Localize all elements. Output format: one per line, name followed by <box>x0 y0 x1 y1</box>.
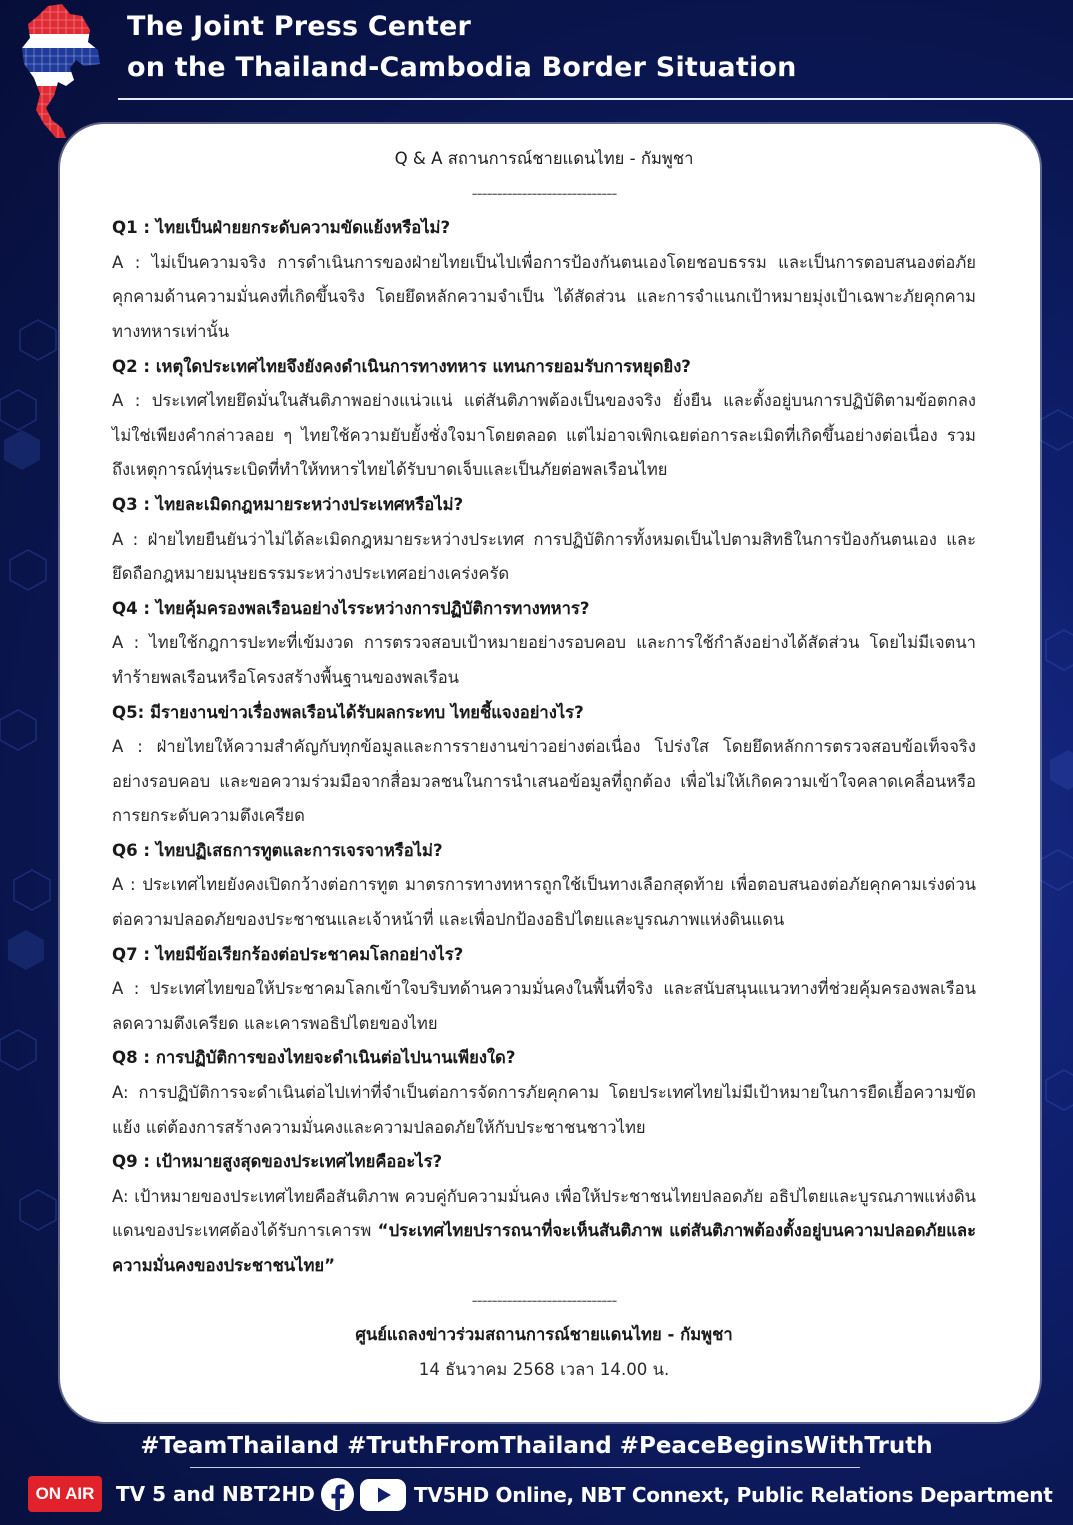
question-7: Q7 : ไทยมีข้อเรียกร้องต่อประชาคมโลกอย่างไร? <box>112 944 464 964</box>
answer-9-text: A: เป้าหมายของประเทศไทยคือสันติภาพ ควบคู่กับความมั่นคง เพื่อให้ประชาชนไทยปลอดภัย อธิปไตยและบูรณภาพแห่งดินแดนของประเทศต้องได้รับการเคารพ <box>112 1186 976 1241</box>
answer-7: A : ประเทศไทยขอให้ประชาคมโลกเข้าใจบริบทด้านความมั่นคงในพื้นที่จริง และสนับสนุนแนวทางที่ช่วยคุ้มครองพลเรือน ลดความตึงเครียด และเคารพอธิปไตยของไทย <box>112 979 976 1033</box>
qa-document-card <box>60 124 1040 1422</box>
header-divider <box>118 98 1073 100</box>
question-5: Q5: มีรายงานข่าวเรื่องพลเรือนได้รับผลกระทบ ไทยชี้แจงอย่างไร? <box>112 702 584 722</box>
thailand-map-flag-logo <box>18 4 102 140</box>
header-title-line2: on the Thailand-Cambodia Border Situation <box>127 52 797 83</box>
document-title: Q & A สถานการณ์ชายแดนไทย - กัมพูชา <box>394 149 694 168</box>
answer-6: A : ประเทศไทยยังคงเปิดกว้างต่อการทูต มาตรการทางทหารถูกใช้เป็นทางเลือกสุดท้าย เพื่อตอบสนองต่อภัยคุกคามเร่งด่วนต่อความปลอดภัยของประชาชนและเจ้าหน้าที่ และเพื่อปกป้องอธิปไตยและบูรณภาพแห่งดินแดน <box>112 875 976 930</box>
question-3: Q3 : ไทยละเมิดกฎหมายระหว่างประเทศหรือไม่? <box>112 494 464 514</box>
answer-4: A : ไทยใช้กฎการปะทะที่เข้มงวด การตรวจสอบเป้าหมายอย่างรอบคอบ และการใช้กำลังอย่างได้สัดส่วน โดยไม่มีเจตนาทำร้ายพลเรือนหรือโครงสร้างพื้นฐานของพลเรือน <box>112 633 976 687</box>
answer-5: A : ฝ่ายไทยให้ความสำคัญกับทุกข้อมูลและการรายงานข่าวอย่างต่อเนื่อง โปร่งใส โดยยึดหลักการตรวจสอบข้อเท็จจริงอย่างรอบคอบ และขอความร่วมมือจากสื่อมวลชนในการนำเสนอข้อมูลที่ถูกต้อง เพื่อไม่ให้เกิดความเข้าใจคลาดเคลื่อนหรือการยกระดับความตึงเครียด <box>112 737 976 826</box>
qa-document-content <box>112 142 976 1387</box>
answer-9-quote: “ประเทศไทยปรารถนาที่จะเห็นสันติภาพ แต่สันติภาพต้องตั้งอยู่บนความปลอดภัยและความมั่นคงของประชาชนไทย” <box>112 1221 976 1275</box>
answer-2: A : ประเทศไทยยึดมั่นในสันติภาพอย่างแน่วแน่ แต่สันติภาพต้องเป็นของจริง ยั่งยืน และตั้งอยู่บนการปฏิบัติตามข้อตกลง ไม่ใช่เพียงคำกล่าวลอย ๆ ไทยใช้ความยับยั้งชั่งใจมาโดยตลอด แต่ไม่อาจเพิกเฉยต่อการละเมิดที่เกิดขึ้นอย่างต่อเนื่อง รวมถึงเหตุการณ์ทุ่นระเบิดที่ทำให้ทหารไทยได้รับบาดเจ็บและเป็นภัยต่อพลเรือนไทย <box>112 391 976 480</box>
top-divider: ----------------------------- <box>471 183 617 203</box>
closing-divider: ----------------------------- <box>471 1290 617 1310</box>
question-8: Q8 : การปฏิบัติการของไทยจะดำเนินต่อไปนานเพียงใด? <box>112 1048 516 1068</box>
bottom-divider <box>190 1467 860 1468</box>
on-air-badge: ON AIR <box>28 1476 102 1512</box>
footer-date: 14 ธันวาคม 2568 เวลา 14.00 น. <box>418 1359 670 1379</box>
header-title-line1: The Joint Press Center <box>127 11 471 42</box>
answer-8: A: การปฏิบัติการจะดำเนินต่อไปเท่าที่จำเป็นต่อการจัดการภัยคุกคาม โดยประเทศไทยไม่มีเป้าหมายในการยืดเยื้อความขัดแย้ง แต่ต้องการสร้างความมั่นคงและความปลอดภัยให้กับประชาชนชาวไทย <box>112 1083 976 1137</box>
answer-3: A : ฝ่ายไทยยืนยันว่าไม่ได้ละเมิดกฎหมายระหว่างประเทศ การปฏิบัติการทั้งหมดเป็นไปตามสิทธิในการป้องกันตนเอง และยึดถือกฎหมายมนุษยธรรมระหว่างประเทศอย่างเคร่งครัด <box>112 529 976 584</box>
answer-9 <box>112 1180 976 1284</box>
question-4: Q4 : ไทยคุ้มครองพลเรือนอย่างไรระหว่างการปฏิบัติการทางทหาร? <box>112 598 590 618</box>
header-title <box>127 6 797 88</box>
tv-channels: TV 5 and NBT2HD <box>116 1482 315 1506</box>
question-1: Q1 : ไทยเป็นฝ่ายยกระดับความขัดแย้งหรือไม่? <box>112 218 451 238</box>
question-9: Q9 : เป้าหมายสูงสุดของประเทศไทยคืออะไร? <box>112 1152 443 1172</box>
answer-1: A : ไม่เป็นความจริง การดำเนินการของฝ่ายไทยเป็นไปเพื่อการป้องกันตนเองโดยชอบธรรม และเป็นการตอบสนองต่อภัยคุกคามด้านความมั่นคงที่เกิดขึ้นจริง โดยยึดหลักความจำเป็น ได้สัดส่วน และการจำแนกเป้าหมายมุ่งเป้าเฉพาะภัยคุกคามทางทหารเท่านั้น <box>112 252 976 341</box>
online-platforms: TV5HD Online, NBT Connext, Public Relations Department <box>414 1483 1053 1507</box>
hashtags: #TeamThailand #TruthFromThailand #PeaceBeginsWithTruth <box>140 1433 933 1459</box>
youtube-icon <box>360 1479 406 1511</box>
question-2: Q2 : เหตุใดประเทศไทยจึงยังคงดำเนินการทางทหาร แทนการยอมรับการหยุดยิง? <box>112 356 691 376</box>
facebook-icon <box>320 1477 355 1512</box>
footer-organization: ศูนย์แถลงข่าวร่วมสถานการณ์ชายแดนไทย - กัมพูชา <box>355 1325 733 1345</box>
question-6: Q6 : ไทยปฏิเสธการทูตและการเจรจาหรือไม่? <box>112 840 443 860</box>
